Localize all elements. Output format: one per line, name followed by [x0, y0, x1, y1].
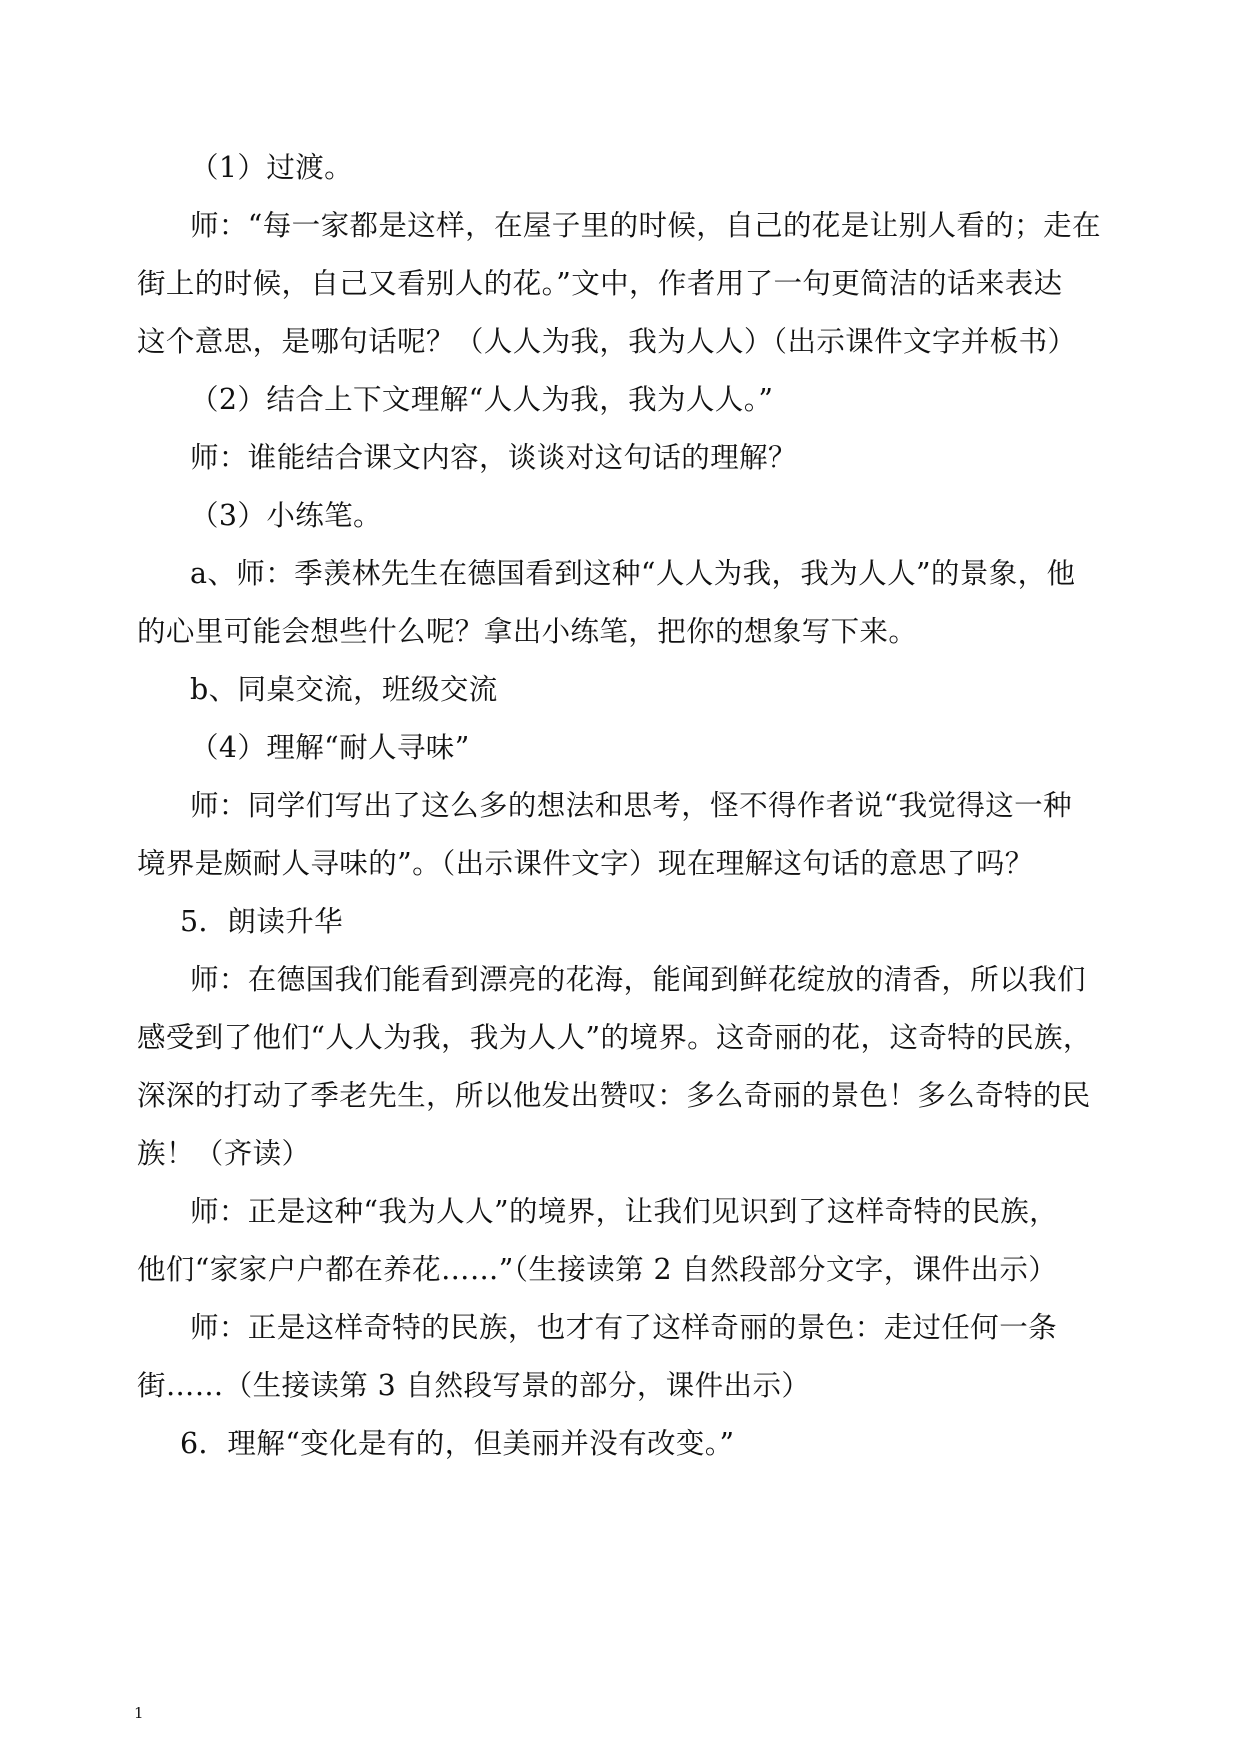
text-line-teacher-paragraph: 师：正是这样奇特的民族，也才有了这样奇丽的景色：走过任何一条: [190, 1311, 1058, 1344]
text-line-item-a: a、师：季羡林先生在德国看到这种“人人为我，我为人人”的景象，他: [190, 557, 1076, 590]
text-line-teacher-paragraph: 师：在德国我们能看到漂亮的花海，能闻到鲜花绽放的清香，所以我们: [190, 963, 1086, 996]
text-line-continuation: 的心里可能会想些什么呢？拿出小练笔，把你的想象写下来。: [137, 615, 918, 648]
text-line-continuation: 族！（齐读）: [137, 1137, 311, 1170]
text-line-continuation: 他们“家家户户都在养花……”（生接读第 2 自然段部分文字，课件出示）: [137, 1253, 1058, 1286]
text-line-step-2: （2）结合上下文理解“人人为我，我为人人。”: [190, 383, 774, 416]
text-line-teacher-paragraph: 师：正是这种“我为人人”的境界，让我们见识到了这样奇特的民族，: [190, 1195, 1059, 1228]
text-line-continuation: 这个意思，是哪句话呢？（人人为我，我为人人）（出示课件文字并板书）: [137, 325, 1077, 358]
text-line-continuation: 深深的打动了季老先生，所以他发出赞叹：多么奇丽的景色！多么奇特的民: [137, 1079, 1091, 1112]
text-line-teacher-quote: 师：“每一家都是这样，在屋子里的时候，自己的花是让别人看的；走在: [190, 209, 1101, 242]
text-line-continuation: 感受到了他们“人人为我，我为人人”的境界。这奇丽的花，这奇特的民族，: [137, 1021, 1092, 1054]
text-line-teacher-remark: 师：同学们写出了这么多的想法和思考，怪不得作者说“我觉得这一种: [190, 789, 1072, 822]
text-line-continuation: 境界是颇耐人寻味的”。（出示课件文字）现在理解这句话的意思了吗？: [137, 847, 1034, 880]
text-line-transition: （1）过渡。: [190, 151, 354, 184]
text-line-step-3: （3）小练笔。: [190, 499, 382, 532]
page-number: 1: [134, 1704, 144, 1722]
section-heading-6: 6．理解“变化是有的，但美丽并没有改变。”: [180, 1427, 735, 1460]
text-line-item-b: b、同桌交流，班级交流: [190, 673, 498, 706]
text-line-teacher-question: 师：谁能结合课文内容，谈谈对这句话的理解？: [190, 441, 797, 474]
text-line-step-4: （4）理解“耐人寻味”: [190, 731, 470, 764]
text-line-continuation: 街……（生接读第 3 自然段写景的部分，课件出示）: [137, 1369, 811, 1402]
text-line-continuation: 街上的时候，自己又看别人的花。”文中，作者用了一句更简洁的话来表达: [137, 267, 1063, 300]
section-heading-5: 5．朗读升华: [180, 905, 344, 938]
